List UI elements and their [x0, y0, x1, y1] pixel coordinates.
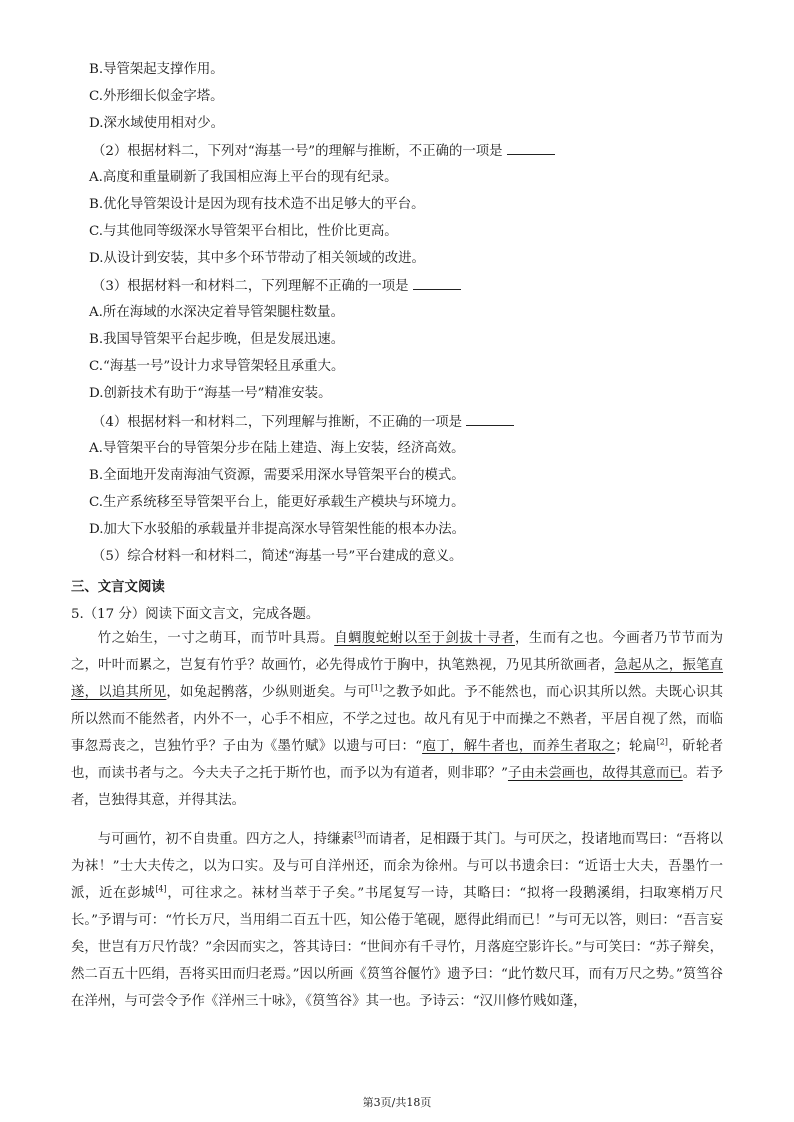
- top-option-c: C.外形细长似金字塔。: [89, 89, 224, 104]
- q2-option-a: A.高度和重量刷新了我国相应海上平台的现有纪录。: [89, 170, 398, 185]
- q3-option-b: B.我国导管架平台起步晚，但是发展迅速。: [89, 332, 345, 347]
- footnote-ref: [1]: [370, 683, 383, 693]
- footnote-ref: [2]: [656, 737, 668, 747]
- question-header: 5.（17 分）阅读下面文言文，完成各题。: [71, 607, 320, 622]
- q4-option-d: D.加大下水驳船的承载量并非提高深水导管架性能的根本办法。: [89, 522, 466, 537]
- q2-option-c: C.与其他同等级深水导管架平台相比，性价比更高。: [89, 224, 398, 239]
- q4-option-c: C.生产系统移至导管架平台上，能更好承载生产模块与环境力。: [89, 495, 465, 510]
- q2-option-d: D.从设计到安装，其中多个环节带动了相关领域的改进。: [89, 251, 425, 266]
- q4-option-a: A.导管架平台的导管架分步在陆上建造、海上安装，经济高效。: [89, 441, 465, 456]
- q3-option-a: A.所在海域的水深决定着导管架腿柱数量。: [89, 305, 344, 320]
- answer-blank[interactable]: [413, 277, 461, 290]
- top-option-b: B.导管架起支撑作用。: [89, 62, 224, 77]
- question-2-stem: （2）根据材料二，下列对“海基一号”的理解与推断，不正确的一项是: [92, 142, 555, 161]
- footnote-ref: [3]: [354, 830, 366, 840]
- q4-option-b: B.全面地开发南海油气资源，需要采用深水导管架平台的模式。: [89, 468, 465, 483]
- q2-option-b: B.优化导管架设计是因为现有技术造不出足够大的平台。: [89, 197, 425, 212]
- page-footer: 第3页/共18页: [362, 1096, 432, 1109]
- question-3-stem: （3）根据材料一和材料二，下列理解不正确的一项是: [92, 277, 461, 296]
- footnote-ref: [4]: [155, 884, 167, 894]
- top-option-d: D.深水域使用相对少。: [89, 116, 225, 131]
- answer-blank[interactable]: [507, 142, 555, 155]
- question-5-subquestion: （5）综合材料一和材料二，简述“海基一号”平台建成的意义。: [92, 549, 463, 564]
- question-4-stem: （4）根据材料一和材料二，下列理解与推断，不正确的一项是: [92, 413, 514, 432]
- passage-paragraph-2: 与可画竹，初不自贵重。四方之人，持缣素[3]而请者，足相蹑于其门。与可厌之，投诸地而骂曰：“吾将以为袜！”士大夫传之，以为口实。及与可自洋州还，而余为徐州。与可以书遗余曰：“近语士大夫，吾墨竹一派，近在彭城[4]，可往求之。袜材当萃于子矣。”书尾复写一诗，其略曰：“拟将一段鹅溪绢，扫取寒梢万尺长。”予谓与可：“竹长万尺，当用绢二百五十匹，知公倦于笔砚，愿得此绢而已！”与可无以答，则曰：“吾言妄矣，世岂有万尺竹哉？”余因而实之，答其诗曰：“世间亦有千寻竹，月落庭空影许长。”与可笑曰：“苏子辩矣，然二百五十匹绢，吾将买田而归老焉。”因以所画《筼筜谷偃竹》遗予曰：“此竹数尺耳，而有万尺之势。”筼筜谷在洋州，与可尝令予作《洋州三十咏》，《筼筜谷》其一也。予诗云：“汉川修竹贱如蓬，: [71, 830, 724, 1009]
- answer-blank[interactable]: [466, 413, 514, 426]
- section-title: 三、文言文阅读: [71, 580, 165, 595]
- q3-option-c: C.“海基一号”设计力求导管架轻且承重大。: [89, 359, 345, 374]
- passage-paragraph-1: 竹之始生，一寸之萌耳，而节叶具焉。自蜩腹蛇蚹以至于剑拔十寻者，生而有之也。今画者乃节节而为之，叶叶而累之，岂复有竹乎？故画竹，必先得成竹于胸中，执笔熟视，乃见其所欲画者，急起从之，振笔直遂，以追其所见，如兔起鹘落，少纵则逝矣。与可[1]之教予如此。予不能然也，而心识其所以然。夫既心识其所以然而不能然者，内外不一，心手不相应，不学之过也。故凡有见于中而操之不熟者，平居自视了然，而临事忽焉丧之，岂独竹乎？子由为《墨竹赋》以遗与可曰：“庖丁，解牛者也，而养生者取之；轮扁[2]，斫轮者也，而读书者与之。今夫夫子之托于斯竹也，而予以为有道者，则非耶？”子由未尝画也，故得其意而已。若予者，岂独得其意，并得其法。: [71, 631, 724, 808]
- q3-option-d: D.创新技术有助于“海基一号”精准安装。: [89, 386, 332, 401]
